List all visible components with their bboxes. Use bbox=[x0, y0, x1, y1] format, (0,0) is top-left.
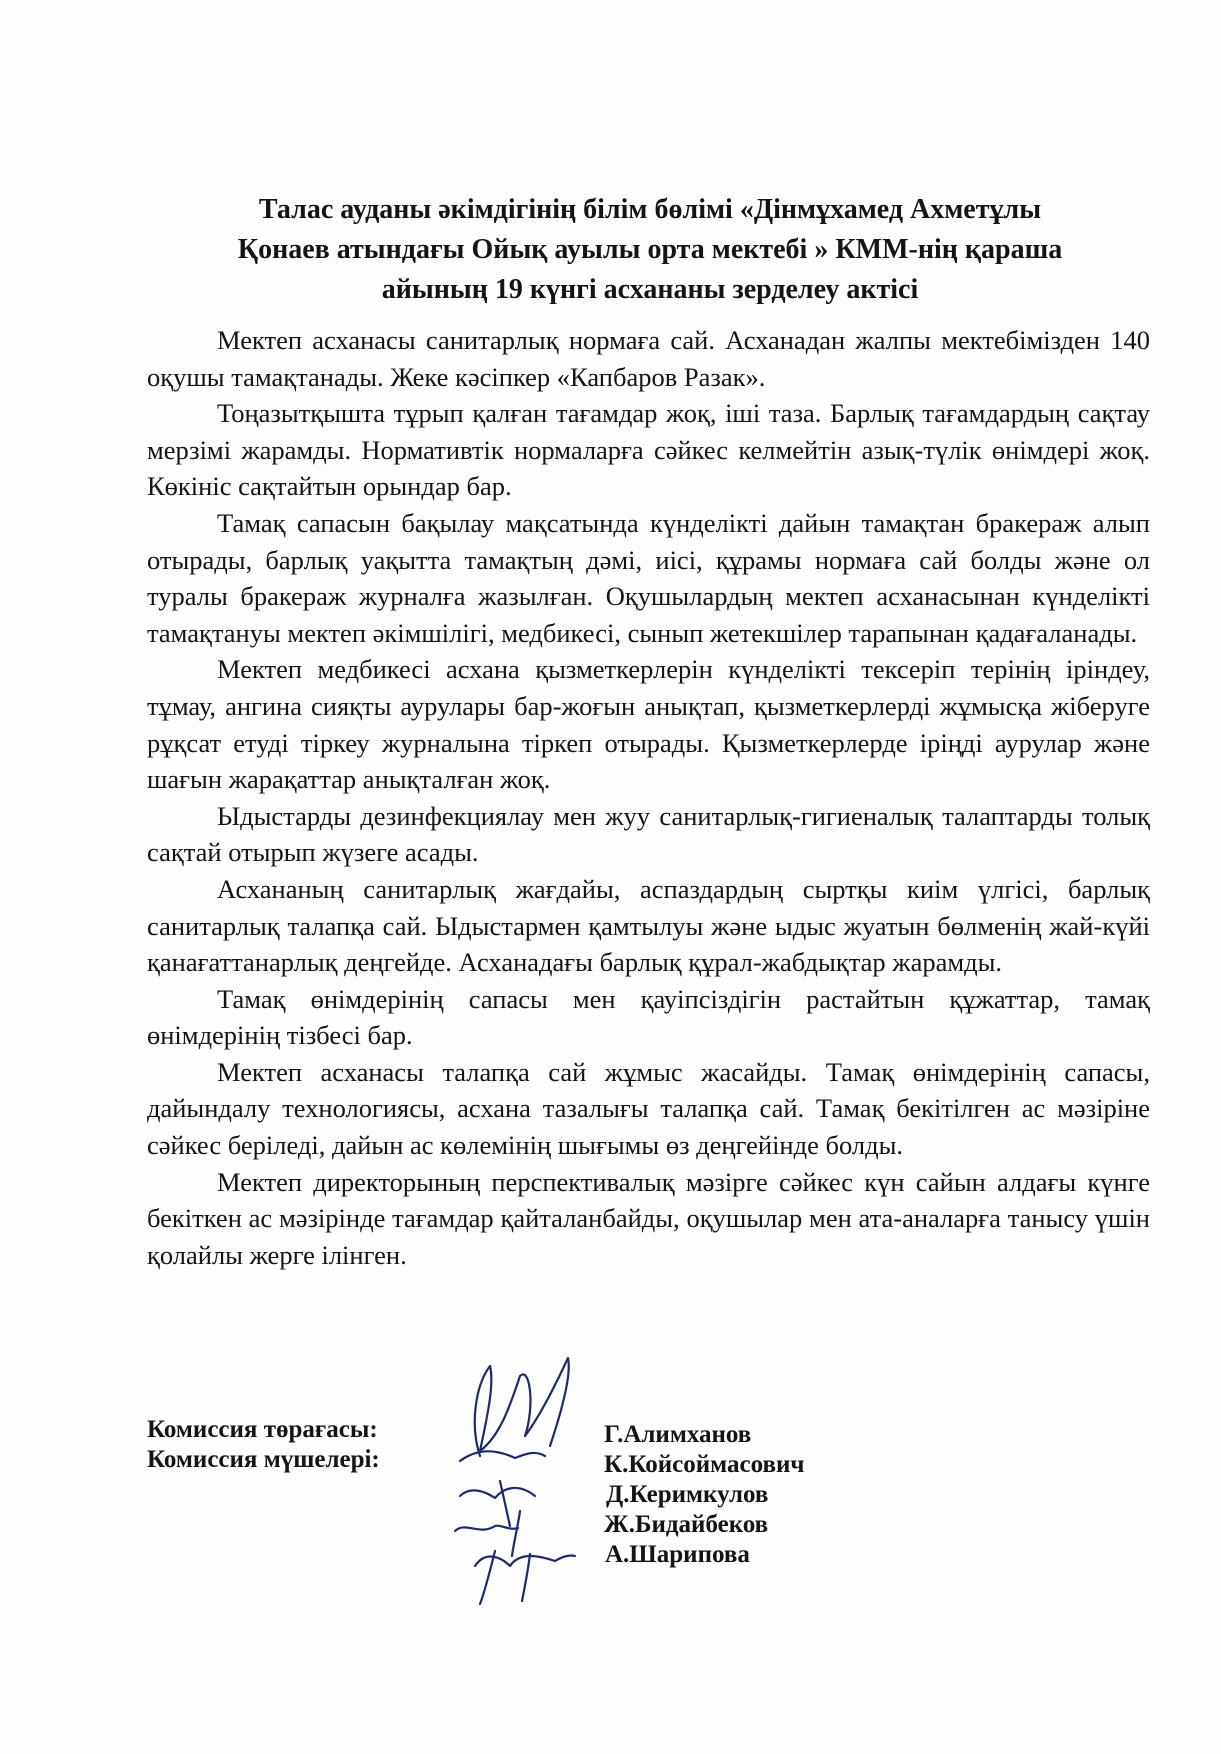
paragraph: Мектеп асханасы санитарлық нормаға сай. Асханадан жалпы мектебімізден 140 оқушы тамақтанады. Жеке кәсіпкер «Капбаров Разак». bbox=[147, 325, 1150, 392]
title-line: Талас ауданы әкімдігінің білім бөлімі «Дінмұхамед Ахметұлы bbox=[258, 194, 1042, 225]
paragraph: Ыдыстарды дезинфекциялау мен жуу санитарлық-гигиеналық талаптарды толық сақтай отырып жүзеге асады. bbox=[147, 800, 1150, 868]
paragraph: Мектеп медбикесі асхана қызметкерлерін күнделікті тексеріп терінің іріндеу, тұмау, ангина сияқты аурулары бар-жоғын анықтап, қызметкерлерді жұмысқа жіберуге рұқсат етуді тіркеу журналына тіркеп отырады. Қызметкерлерде іріңді аурулар және шағын жарақаттар анықталған жоқ. bbox=[147, 654, 1150, 795]
signatory-name: А.Шарипова bbox=[605, 1541, 750, 1568]
paragraph: Тоңазытқышта тұрып қалған тағамдар жоқ, іші таза. Барлық тағамдардың сақтау мерзімі жарамды. Нормативтік нормаларға сәйкес келмейтін азық-түлік өнімдері жоқ. Көкініс сақтайтын орындар бар. bbox=[147, 398, 1150, 502]
title-line: Қонаев атындағы Ойық ауылы орта мектебі » КММ-нің қараша bbox=[237, 234, 1063, 265]
title-line: айының 19 күнгі асхананы зерделеу актісі bbox=[381, 274, 919, 305]
paragraph: Тамақ сапасын бақылау мақсатында күнделікті дайын тамақтан бракераж алып отырады, барлық уақытта тамақтың дәмі, иісі, құрамы нормаға сай болды және ол туралы бракераж журналға жазылған. Оқушылардың мектеп асханасынан күнделікті тамақтануы мектеп әкімшілігі, медбикесі, сынып жетекшілер тарапынан қадағаланады. bbox=[147, 507, 1150, 648]
signatory-names bbox=[604, 1420, 805, 1570]
paragraph: Асхананың санитарлық жағдайы, аспаздардың сыртқы киім үлгісі, барлық санитарлық талапқа сай. Ыдыстармен қамтылуы және ыдыс жуатын бөлменің жай-күйі қанағаттанарлық деңгейде. Асханадағы барлық құрал-жабдықтар жарамды. bbox=[147, 873, 1150, 978]
document-title bbox=[200, 190, 1100, 310]
signature-block bbox=[147, 1416, 1147, 1616]
document-body bbox=[147, 322, 1150, 1273]
commission-members-label: Комиссия мүшелері: bbox=[147, 1446, 380, 1473]
paragraph: Тамақ өнімдерінің сапасы мен қауіпсіздігін растайтын құжаттар, тамақ өнімдерінің тізбесі бар. bbox=[147, 983, 1150, 1051]
commission-chair-label: Комиссия төрағасы: bbox=[147, 1416, 378, 1443]
paragraph: Мектеп директорының перспективалық мәзірге сәйкес күн сайын алдағы күнге бекіткен ас мәзірінде тағамдар қайталанбайды, оқушылар мен ата-аналарға танысу үшін қолайлы жерге ілінген. bbox=[147, 1166, 1150, 1270]
signatory-name: К.Койсоймасович bbox=[604, 1451, 805, 1478]
signatory-name: Д.Керимкулов bbox=[606, 1481, 769, 1508]
signatory-name: Ж.Бидайбеков bbox=[604, 1511, 769, 1538]
paragraph: Мектеп асханасы талапқа сай жұмыс жасайды. Тамақ өнімдерінің сапасы, дайындалу технологиясы, асхана тазалығы талапқа сай. Тамақ бекітілген ас мәзіріне сәйкес беріледі, дайын ас көлемінің шығымы өз деңгейінде болды. bbox=[147, 1056, 1150, 1161]
signatory-name: Г.Алимханов bbox=[604, 1421, 752, 1448]
